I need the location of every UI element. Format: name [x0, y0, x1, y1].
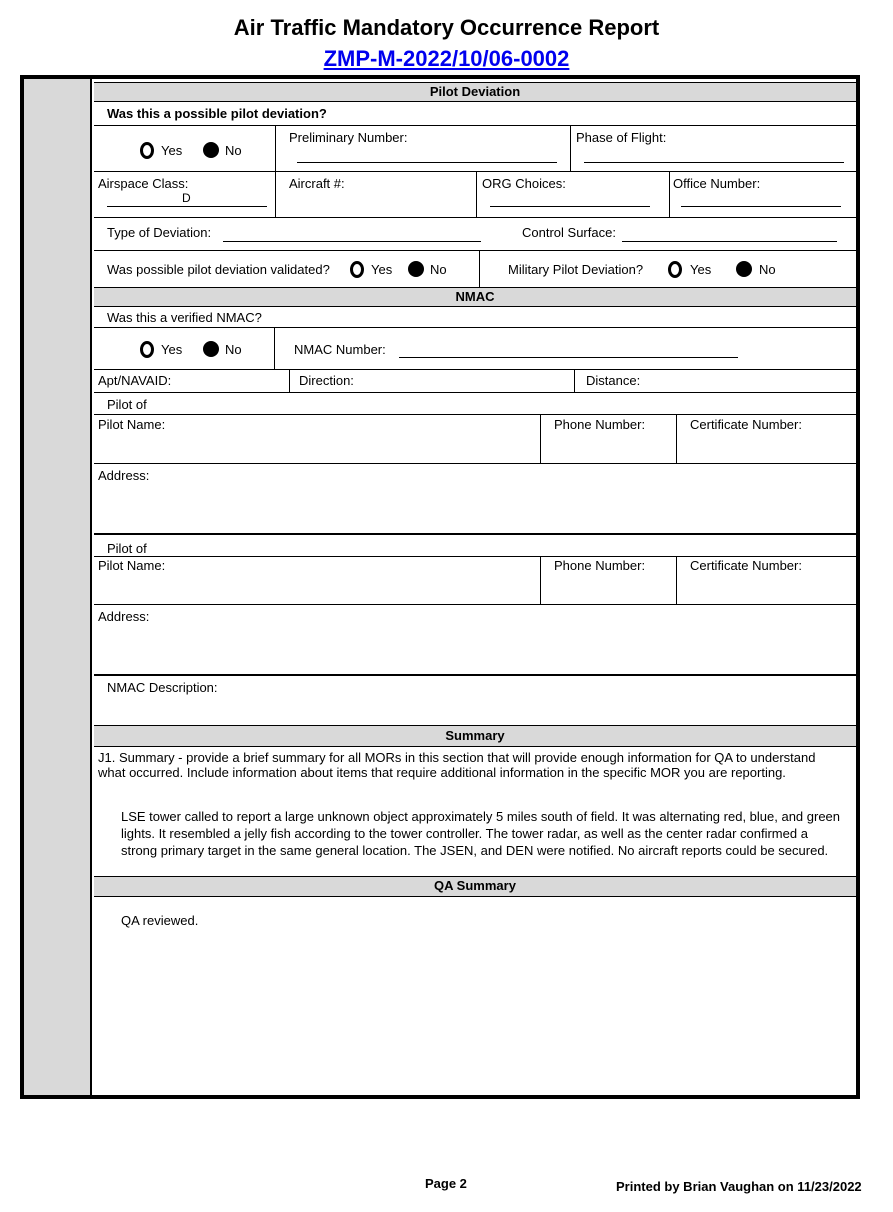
summary-body — [94, 747, 856, 877]
airspace-class-cell — [94, 172, 276, 217]
org-choices-label: ORG Choices: — [482, 176, 566, 191]
validated-yes-label: Yes — [371, 262, 393, 277]
pilot-2-of-label: Pilot of — [107, 541, 147, 556]
printed-by: Printed by Brian Vaughan on 11/23/2022 — [616, 1179, 862, 1194]
pd-radio-row — [94, 126, 856, 172]
section-title: Pilot Deviation — [429, 84, 521, 99]
office-number-field[interactable] — [681, 206, 841, 207]
summary-text[interactable]: LSE tower called to report a large unknown object approximately 5 miles south of field. It was alternating red, blue, and green lights. It resembled a jelly fish according to the tower controller. The tower radar, as well as the center radar confirmed a strong primary target in the same general location. The JSEN, and DEN were notified. No aircraft reports could be secured. — [121, 809, 841, 858]
pilot-1-of-label: Pilot of — [107, 397, 147, 412]
preliminary-number-field[interactable] — [297, 162, 557, 163]
control-surface-field[interactable] — [622, 241, 837, 242]
type-of-deviation-label: Type of Deviation: — [107, 225, 212, 240]
pilot-2-phone-cell — [541, 557, 677, 604]
aircraft-label: Aircraft #: — [289, 176, 345, 191]
preliminary-number-cell — [276, 126, 571, 171]
nmac-radio-cell — [94, 328, 275, 369]
nmac-description-row — [94, 676, 856, 726]
pilot-2-address-row — [94, 605, 856, 676]
nmac-no-radio[interactable] — [203, 341, 219, 357]
pd-deviation-row — [94, 218, 856, 251]
section-header-summary — [94, 726, 856, 747]
apt-navaid-cell — [94, 370, 290, 392]
pd-question-row — [94, 102, 856, 126]
section-title: QA Summary — [434, 878, 516, 893]
pd-yes-label: Yes — [161, 143, 183, 158]
nmac-location-row — [94, 370, 856, 393]
nmac-radio-row — [94, 328, 856, 370]
nmac-number-label: NMAC Number: — [294, 342, 386, 357]
qa-summary-text[interactable]: QA reviewed. — [121, 913, 199, 928]
section-title: Summary — [445, 728, 505, 743]
military-question: Military Pilot Deviation? — [508, 262, 644, 277]
pilot-2-info-row — [94, 557, 856, 605]
military-no-label: No — [759, 262, 776, 277]
section-header-qa-summary — [94, 877, 856, 897]
pd-airspace-row — [94, 172, 856, 218]
qa-summary-body — [94, 897, 856, 1095]
pilot-1-address-row — [94, 464, 856, 535]
phase-of-flight-label: Phase of Flight: — [576, 130, 667, 145]
pilot-1-certificate-label: Certificate Number: — [690, 417, 802, 432]
pd-no-label: No — [225, 143, 242, 158]
section-header-nmac — [94, 288, 856, 307]
military-no-radio[interactable] — [736, 261, 752, 277]
direction-cell — [290, 370, 575, 392]
pd-question: Was this a possible pilot deviation? — [107, 106, 327, 121]
pilot-1-phone-label: Phone Number: — [554, 417, 646, 432]
pilot-2-name-label: Pilot Name: — [98, 558, 166, 573]
nmac-description-label: NMAC Description: — [107, 680, 218, 695]
pd-yes-radio[interactable] — [140, 142, 154, 159]
pd-no-radio[interactable] — [203, 142, 219, 158]
pilot-1-of-row — [94, 393, 856, 415]
section-header-pilot-deviation — [94, 82, 856, 102]
summary-instructions: J1. Summary - provide a brief summary for all MORs in this section that will provide enough information for QA to understand what occurred. Include information about items that require additional information in the specific MOR you are reporting. — [98, 750, 816, 780]
pilot-1-name-cell — [94, 415, 541, 463]
distance-label: Distance: — [586, 373, 641, 388]
pilot-2-address-label: Address: — [98, 609, 150, 624]
pilot-1-info-row — [94, 415, 856, 464]
pilot-2-name-cell — [94, 557, 541, 604]
nmac-question-row — [94, 307, 856, 328]
pilot-1-certificate-cell — [677, 415, 856, 463]
pilot-1-phone-cell — [541, 415, 677, 463]
airspace-class-underline — [107, 206, 267, 207]
pd-validated-row — [94, 251, 856, 288]
phase-of-flight-field[interactable] — [584, 162, 844, 163]
pilot-1-address-label: Address: — [98, 468, 150, 483]
nmac-no-label: No — [225, 342, 242, 357]
military-yes-radio[interactable] — [668, 261, 682, 278]
form-content — [94, 79, 856, 1095]
nmac-number-field[interactable] — [399, 357, 738, 358]
report-id-link[interactable]: ZMP-M-2022/10/06-0002 — [323, 46, 570, 71]
phase-of-flight-cell — [571, 126, 856, 171]
validated-question: Was possible pilot deviation validated? — [107, 262, 330, 277]
distance-cell — [575, 370, 856, 392]
apt-navaid-label: Apt/NAVAID: — [98, 373, 172, 388]
section-title: NMAC — [455, 289, 495, 304]
pilot-2-certificate-cell — [677, 557, 856, 604]
validated-yes-radio[interactable] — [350, 261, 364, 278]
org-choices-field[interactable] — [490, 206, 650, 207]
nmac-yes-label: Yes — [161, 342, 183, 357]
type-of-deviation-field[interactable] — [223, 241, 481, 242]
nmac-yes-radio[interactable] — [140, 341, 154, 358]
airspace-class-label: Airspace Class: — [98, 176, 189, 191]
military-cell — [480, 251, 856, 287]
control-surface-label: Control Surface: — [522, 225, 616, 240]
org-choices-cell — [477, 172, 670, 217]
pd-radio-cell — [94, 126, 276, 171]
page-number: Page 2 — [425, 1176, 467, 1191]
left-margin-column — [24, 79, 92, 1095]
pilot-2-certificate-label: Certificate Number: — [690, 558, 802, 573]
pilot-2-phone-label: Phone Number: — [554, 558, 646, 573]
nmac-number-cell — [275, 328, 856, 369]
report-title: Air Traffic Mandatory Occurrence Report — [233, 15, 660, 40]
airspace-class-value[interactable]: D — [182, 191, 191, 205]
validated-no-label: No — [430, 262, 447, 277]
report-form — [20, 75, 860, 1099]
office-number-label: Office Number: — [673, 176, 761, 191]
nmac-question: Was this a verified NMAC? — [107, 310, 262, 325]
preliminary-number-label: Preliminary Number: — [289, 130, 408, 145]
validated-no-radio[interactable] — [408, 261, 424, 277]
office-number-cell — [670, 172, 856, 217]
validated-cell — [94, 251, 480, 287]
aircraft-cell — [276, 172, 477, 217]
pilot-2-of-row — [94, 535, 856, 557]
pilot-1-name-label: Pilot Name: — [98, 417, 166, 432]
military-yes-label: Yes — [690, 262, 712, 277]
direction-label: Direction: — [299, 373, 354, 388]
